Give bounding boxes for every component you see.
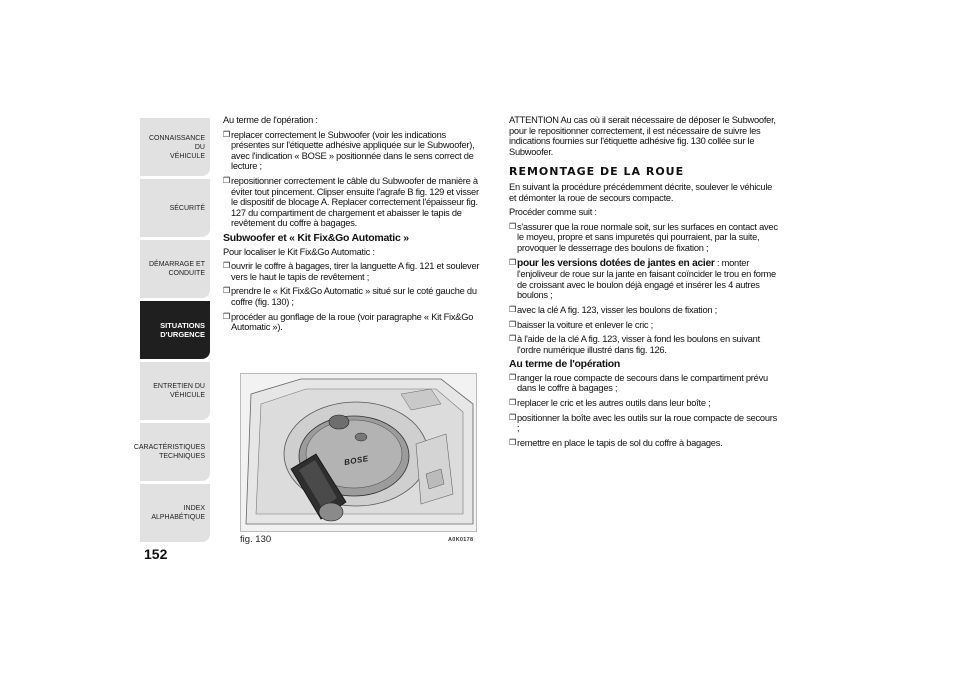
checkbox-bullet-icon: ❒ bbox=[509, 257, 516, 267]
section-title: REMONTAGE DE LA ROUE bbox=[509, 165, 685, 179]
list-item-text: s'assurer que la roue normale soit, sur les surfaces en contact avec le moyeu, propre et sans impuretés qui pourraient, par la suite, provoquer le desserrage des boulons de fixation ; bbox=[517, 221, 778, 253]
list-item bbox=[509, 413, 779, 434]
list-item-text bbox=[516, 258, 779, 301]
list-item bbox=[223, 286, 485, 307]
tab-securite[interactable]: SÉCURITÉ bbox=[140, 179, 210, 237]
steel-rims-label: pour les versions dotées de jantes en acier bbox=[517, 257, 715, 269]
list-item bbox=[509, 334, 779, 355]
list-item-text: baisser la voiture et enlever le cric ; bbox=[517, 319, 653, 330]
checkbox-bullet-icon: ❒ bbox=[509, 437, 516, 447]
tab-connaissance[interactable]: CONNAISSANCE DU VÉHICULE bbox=[140, 118, 210, 176]
list-item-text: remettre en place le tapis de sol du coffre à bagages. bbox=[517, 437, 723, 448]
list-item bbox=[509, 305, 779, 316]
list-item-text: replacer le cric et les autres outils dans leur boîte ; bbox=[517, 398, 711, 409]
checkbox-bullet-icon: ❒ bbox=[223, 175, 230, 185]
checkbox-bullet-icon: ❒ bbox=[509, 398, 516, 408]
checkbox-bullet-icon: ❒ bbox=[509, 412, 516, 422]
list-item bbox=[223, 130, 485, 172]
list-item-text: procéder au gonflage de la roue (voir paragraphe « Kit Fix&Go Automatic »). bbox=[231, 311, 474, 333]
tab-index[interactable]: INDEX ALPHABÉTIQUE bbox=[140, 484, 210, 542]
end-heading: Au terme de l'opération bbox=[509, 358, 621, 371]
bose-logo: BOSE bbox=[343, 453, 370, 468]
list-item bbox=[509, 222, 779, 254]
checkbox-bullet-icon: ❒ bbox=[223, 129, 230, 139]
list-item-text: repositionner correctement le câble du Subwoofer de manière à éviter tout pincement. Clipser ensuite l'agrafe B fig. 129 et visser le dispositif de blocage A. Replacer correctement l'épaisseur fig. 127 du compartiment de chargement et abaisser le tapis de revêtement du coffre à bagages. bbox=[231, 175, 479, 229]
right-column bbox=[509, 115, 779, 452]
trunk-subwoofer-figure bbox=[240, 373, 477, 532]
steel-rims-text: : monter l'enjoliveur de roue sur la jante en faisant coïncider le trou en forme de croissant avec le boulon déjà engagé et insérer les 4 autres boulons ; bbox=[517, 257, 776, 301]
paragraph: Pour localiser le Kit Fix&Go Automatic : bbox=[223, 246, 375, 257]
list-item-text: replacer correctement le Subwoofer (voir les indications présentes sur l'étiquette adhésive appliquée sur le Subwoofer), avec l'indication « BOSE » positionnée dans le sens correct de lecture ; bbox=[231, 129, 475, 172]
intro-text: Au terme de l'opération : bbox=[223, 115, 318, 125]
tab-caracteristiques[interactable]: CARACTÉRISTIQUES TECHNIQUES bbox=[140, 423, 210, 481]
list-item-text: prendre le « Kit Fix&Go Automatic » situé sur le coté gauche du coffre (fig. 130) ; bbox=[231, 286, 477, 307]
figure-code: A0K0178 bbox=[448, 537, 474, 543]
checkbox-bullet-icon: ❒ bbox=[223, 311, 230, 321]
tab-situations-urgence[interactable]: SITUATIONS D'URGENCE bbox=[140, 301, 210, 359]
list-item bbox=[509, 320, 779, 331]
tab-entretien[interactable]: ENTRETIEN DU VÉHICULE bbox=[140, 362, 210, 420]
checkbox-bullet-icon: ❒ bbox=[509, 334, 516, 344]
checkbox-bullet-icon: ❒ bbox=[509, 304, 516, 314]
page-number: 152 bbox=[144, 546, 168, 562]
chapter-sidebar bbox=[133, 118, 210, 545]
checkbox-bullet-icon: ❒ bbox=[223, 261, 230, 271]
list-item-text: positionner la boîte avec les outils sur la roue compacte de secours ; bbox=[517, 412, 777, 434]
checkbox-bullet-icon: ❒ bbox=[509, 372, 516, 382]
figure-caption: fig. 130 bbox=[240, 534, 272, 545]
list-item-text: avec la clé A fig. 123, visser les boulons de fixation ; bbox=[517, 304, 717, 315]
list-item bbox=[509, 398, 779, 409]
list-item-text: à l'aide de la clé A fig. 123, visser à fond les boulons en suivant l'ordre numérique illustré dans fig. 126. bbox=[517, 334, 760, 355]
list-item bbox=[223, 176, 485, 229]
list-item bbox=[509, 373, 779, 394]
attention-note: ATTENTION Au cas où il serait nécessaire de déposer le Subwoofer, pour le repositionner correctement, il est nécessaire de suivre les indications fournies sur l'étiquette adhésive fig. 130 collée sur le Subwoofer. bbox=[509, 115, 776, 157]
checkbox-bullet-icon: ❒ bbox=[223, 286, 230, 296]
list-item bbox=[223, 261, 485, 282]
list-item-text: ouvrir le coffre à bagages, tirer la languette A fig. 121 et soulever vers le haut le tapis de revêtement ; bbox=[231, 261, 480, 282]
section-paragraph: En suivant la procédure précédemment décrite, soulever le véhicule et démonter la roue de secours compacte. bbox=[509, 181, 773, 203]
list-item-text: ranger la roue compacte de secours dans le compartiment prévu dans le coffre à bagages ; bbox=[517, 372, 768, 394]
procedure-intro: Procéder comme suit : bbox=[509, 207, 597, 218]
checkbox-bullet-icon: ❒ bbox=[509, 319, 516, 329]
trunk-illustration bbox=[241, 374, 476, 531]
list-item bbox=[509, 438, 779, 449]
left-column bbox=[223, 115, 485, 337]
subsection-heading: Subwoofer et « Kit Fix&Go Automatic » bbox=[223, 231, 409, 244]
list-item bbox=[509, 258, 779, 301]
list-item bbox=[223, 312, 485, 333]
checkbox-bullet-icon: ❒ bbox=[509, 221, 516, 231]
tab-demarrage[interactable]: DÉMARRAGE ET CONDUITE bbox=[140, 240, 210, 298]
